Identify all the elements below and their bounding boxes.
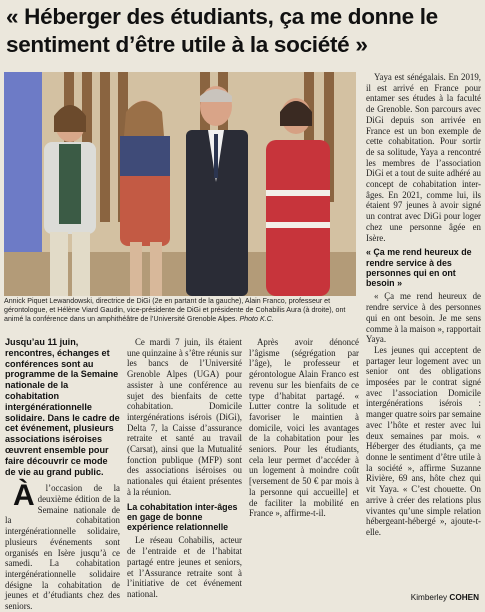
article-column-4 bbox=[366, 72, 481, 538]
first-paragraph-text: l’occasion de la deuxième édition de la Semaine nationale de la cohabitation intergénérationnelle solidaire, plusieurs événements sont organisés en Isère jusqu’à ce samedi. La cohabitation intergénérationnelle solidaire désigne la cohabitation de jeunes et d’étudiants chez des seniors. bbox=[5, 483, 120, 612]
author-signature bbox=[411, 593, 479, 602]
photo-illustration bbox=[4, 72, 356, 296]
paragraph-franco: Après avoir dénoncé l’âgisme (ségrégation par l’âge), le professeur et gérontologue Alain Franco est revenu sur les bienfaits de ce type d’habitat partagé. « Lutter contre la solitude et favoriser le maintien à domicile, voici les avantages de la cohabitation pour les seniors. Pour les étudiants, cela leur permet d’accéder à un logement à moindre coût [versement de 50 € par mois à la personne qui accueille] et de faciliter la mobilité en France », affirme-t-il. bbox=[249, 337, 359, 519]
author-last-name: COHEN bbox=[449, 593, 479, 602]
photo-credit: Photo K.C. bbox=[239, 315, 274, 324]
subheading-cohabitation: La cohabitation inter-âges en gage de bonne expérience relationnelle bbox=[127, 501, 238, 533]
article-lead: Jusqu’au 11 juin, rencontres, échanges et conférences sont au programme de la Semaine nationale de la cohabitation intergénérationnelle solidaire. Dans le cadre de cet événement, plusieurs associations iséroises œuvrent ensemble pour faire découvrir ce mode de vie au grand public. bbox=[5, 337, 120, 477]
article-column-3 bbox=[249, 337, 359, 519]
paragraph-cohabilis: Le réseau Cohabilis, acteur de l’entraide et de l’habitat partagé entre jeunes et seniors, et l’Assurance retraite sont à l’initiative de cet événement national. bbox=[127, 535, 242, 599]
paragraph-yaya: Yaya est sénégalais. En 2019, il est arrivé en France pour entamer ses études à la faculté de Grenoble. Son parcours avec DiGi depuis son arrivée en France est un bon exemple de cette cohabitation. Pour sortir de sa solitude, Yaya a rencontré les membres de l’association DiGi et a tout de suite adhéré au concept de cohabitation inter-âges. En 2021, comme lui, ils étaient 97 jeunes à avoir signé un contrat avec DiGi pour loger chez une personne âgée en Isère. bbox=[366, 72, 481, 243]
subheading-quote: « Ça me rend heureux de rendre service à des personnes qui en ont besoin » bbox=[366, 247, 472, 289]
caption-text: Annick Piquet Lewandowski, directrice de DiGi (2e en partant de la gauche), Alain Franco, professeur et gérontologue, et Hélène Viard Gaudin, vice-présidente de DiGi et présidente de Cohabilis Aura (à droite), ont animé la conférence dans un amphithéâtre de l’Université Grenoble Alpes. bbox=[4, 297, 346, 324]
author-first-name: Kimberley bbox=[410, 593, 448, 602]
article-column-1 bbox=[5, 337, 120, 612]
paragraph-conference: Ce mardi 7 juin, ils étaient une quinzaine à s’être réunis sur les bancs de l’Université Grenoble Alpes (UGA) pour assister à une conférence au sujet des bienfaits de cette cohabitation. Domicile intergénérations isérois (DiGi), Delta 7, la Caisse d’assurance retraite et santé au travail (Carsat), ainsi que la Mutualité fonction publique (MFP) sont des associations iséroises ou nationales qui étaient présentes à la réunion. bbox=[127, 337, 242, 497]
article-headline: « Héberger des étudiants, ça me donne le sentiment d’être utile à la société » bbox=[6, 4, 438, 57]
paragraph-yaya-quote: « Ça me rend heureux de rendre service à des personnes qui en ont besoin. Je me sens comme à la maison », rapportait Yaya. bbox=[366, 291, 481, 345]
first-paragraph bbox=[5, 479, 120, 612]
photo-caption bbox=[4, 297, 356, 325]
article-photo bbox=[4, 72, 356, 296]
article-column-2 bbox=[127, 337, 242, 600]
drop-cap: À bbox=[13, 479, 35, 513]
paragraph-host: Les jeunes qui acceptent de partager leur logement avec un senior ont des obligations imposées par le contrat signé avec l’association Domicile intergénérations isérois : manger quatre soirs par semaine avec l’hôte et rester avec lui deux semaines par mois. « Héberger des étudiants, ça me donne le sentiment d’être utile à la société », affirme Suzanne Rivière, 69 ans, hôte chez qui vit Yaya. « C’est chouette. On arrive à créer des relations plus vivantes qu’une simple relation hébergeant-hébergé », ajoute-t-elle. bbox=[366, 344, 481, 537]
